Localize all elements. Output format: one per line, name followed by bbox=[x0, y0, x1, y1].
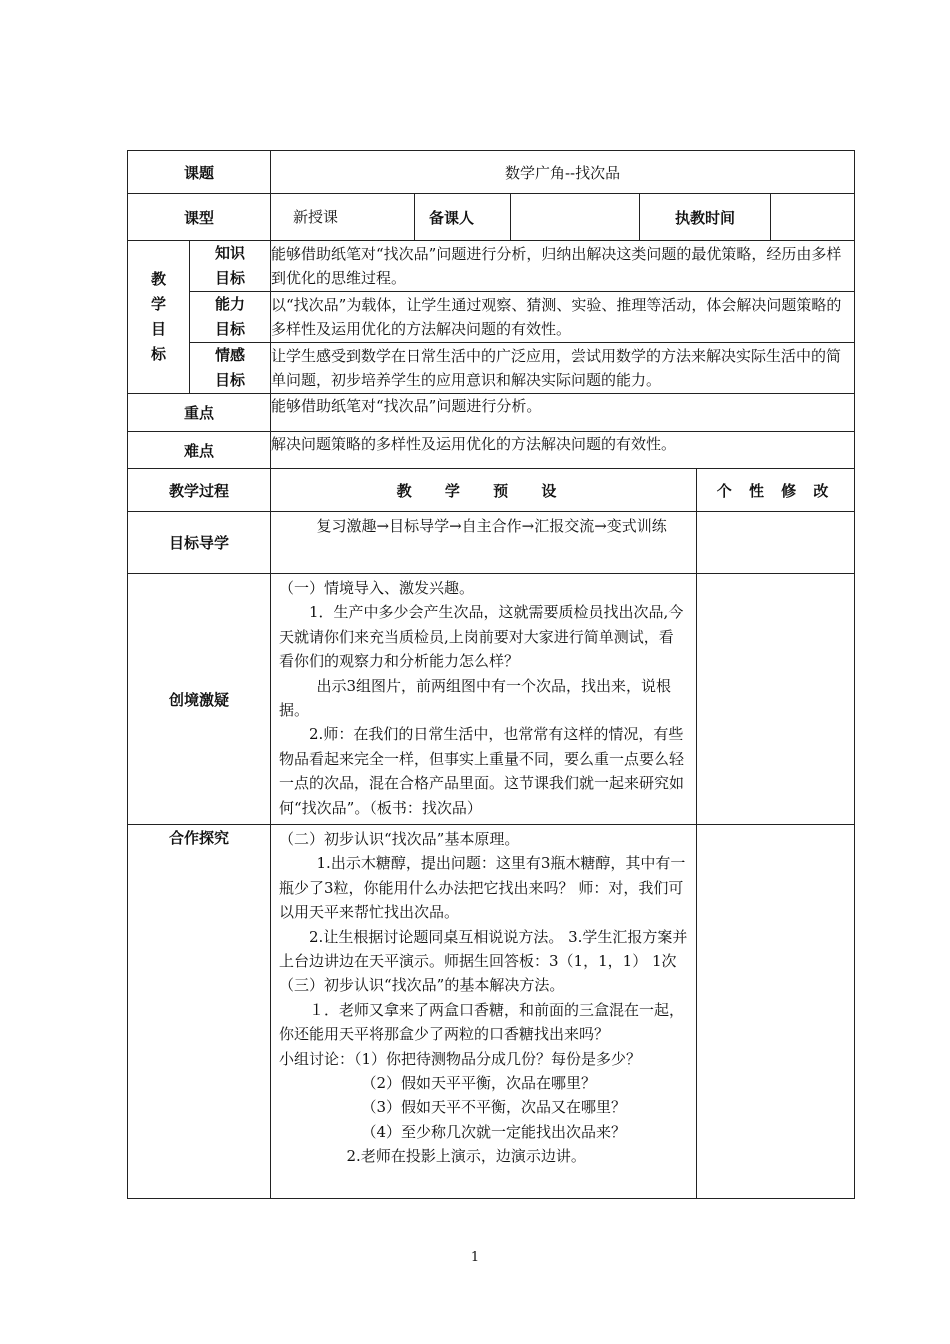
emotion-objective-label: 情感 目标 bbox=[190, 343, 271, 394]
explore-paragraph: 小组讨论：（1）你把待测物品分成几份？每份是多少？ bbox=[279, 1049, 642, 1068]
preparer-label: 备课人 bbox=[415, 194, 511, 241]
title-row bbox=[128, 151, 855, 194]
explore-row bbox=[128, 825, 855, 1199]
difficulty-row bbox=[128, 432, 855, 469]
ability-objective-label: 能力 目标 bbox=[190, 292, 271, 343]
key-point-text: 能够借助纸笔对“找次品”问题进行分析。 bbox=[271, 394, 855, 432]
explore-label: 合作探究 bbox=[128, 825, 271, 1199]
scenario-content bbox=[271, 574, 697, 825]
teaching-time-label: 执教时间 bbox=[640, 194, 771, 241]
teaching-time-value bbox=[771, 194, 855, 241]
process-header-row bbox=[128, 469, 855, 512]
preparer-value bbox=[511, 194, 640, 241]
objective-row-knowledge bbox=[128, 241, 855, 292]
objective-row-emotion bbox=[128, 343, 855, 394]
guide-row bbox=[128, 512, 855, 574]
objective-row-ability bbox=[128, 292, 855, 343]
explore-paragraph: （4）至少称几次就一定能找出次品来？ bbox=[361, 1122, 627, 1141]
scenario-label: 创境激疑 bbox=[128, 574, 271, 825]
scenario-row bbox=[128, 574, 855, 825]
type-value: 新授课 bbox=[271, 194, 415, 241]
explore-paragraph: （3）假如天平不平衡，次品又在哪里？ bbox=[361, 1098, 627, 1117]
explore-paragraph: 1.出示木糖醇，提出问题：这里有3瓶木糖醇，其中有一瓶少了3粒，你能用什么办法把它找出来吗？ 师：对，我们可以用天平来帮忙找出次品。 bbox=[279, 854, 686, 922]
type-label: 课型 bbox=[128, 194, 271, 241]
difficulty-label: 难点 bbox=[128, 432, 271, 469]
ability-objective-text: 以“找次品”为载体，让学生通过观察、猜测、实验、推理等活动，体会解决问题策略的多样性及运用优化的方法解决问题的有效性。 bbox=[271, 292, 855, 343]
guide-text-cell bbox=[271, 512, 697, 574]
scenario-paragraph: （一）情境导入、激发兴趣。 bbox=[279, 579, 475, 597]
scenario-revision-cell bbox=[697, 574, 855, 825]
scenario-paragraph: 2.师：在我们的日常生活中，也常常有这样的情况，有些物品看起来完全一样，但事实上重量不同，要么重一点要么轻一点的次品，混在合格产品里面。这节课我们就一起来研究如何“找次品”。（板书：找次品） bbox=[279, 725, 685, 817]
explore-paragraph: １．老师又拿来了两盒口香糖，和前面的三盒混在一起，你还能用天平将那盒少了两粒的口香糖找出来吗？ bbox=[279, 1000, 685, 1044]
type-row bbox=[128, 194, 855, 241]
key-point-label: 重点 bbox=[128, 394, 271, 432]
emotion-objective-text: 让学生感受到数学在日常生活中的广泛应用，尝试用数学的方法来解决实际生活中的简单问题，初步培养学生的应用意识和解决实际问题的能力。 bbox=[271, 343, 855, 394]
key-point-row bbox=[128, 394, 855, 432]
guide-label: 目标导学 bbox=[128, 512, 271, 574]
explore-paragraph: 2.老师在投影上演示，边演示边讲。 bbox=[346, 1147, 586, 1166]
explore-revision-cell bbox=[697, 825, 855, 1199]
difficulty-text: 解决问题策略的多样性及运用优化的方法解决问题的有效性。 bbox=[271, 432, 855, 469]
knowledge-objective-text: 能够借助纸笔对“找次品”问题进行分析，归纳出解决这类问题的最优策略，经历由多样到优化的思维过程。 bbox=[271, 241, 855, 292]
scenario-paragraph: 1．生产中多少会产生次品，这就需要质检员找出次品,今天就请你们来充当质检员,上岗前要对大家进行简单测试，看看你们的观察力和分析能力怎么样？ bbox=[279, 603, 684, 671]
explore-content bbox=[271, 825, 697, 1199]
explore-paragraph: （三）初步认识“找次品”的基本解决方法。 bbox=[279, 976, 565, 995]
guide-revision-cell bbox=[697, 512, 855, 574]
page-number: 1 bbox=[470, 1250, 480, 1265]
scenario-paragraph: 出示3组图片，前两组图中有一个次品，找出来，说根据。 bbox=[279, 676, 672, 720]
process-label: 教学过程 bbox=[128, 469, 271, 512]
teaching-plan-header: 教 学 预 设 bbox=[271, 469, 697, 512]
personal-revision-header: 个 性 修 改 bbox=[697, 469, 855, 512]
lesson-title: 数学广角--找次品 bbox=[271, 151, 855, 194]
lesson-plan-table bbox=[127, 150, 855, 1199]
title-label: 课题 bbox=[128, 151, 271, 194]
objectives-group-label: 教 学 目 标 bbox=[128, 241, 190, 394]
explore-paragraph: （二）初步认识“找次品”基本原理。 bbox=[279, 830, 520, 848]
knowledge-objective-label: 知识 目标 bbox=[190, 241, 271, 292]
guide-text: 复习激趣→目标导学→自主合作→汇报交流→变式训练 bbox=[316, 517, 667, 535]
explore-paragraph: （2）假如天平平衡，次品在哪里？ bbox=[361, 1074, 597, 1093]
explore-paragraph: 2.让生根据讨论题同桌互相说说方法。 3.学生汇报方案并上台边讲边在天平演示。师据生回答板：3（1，1，1） 1次 bbox=[279, 927, 688, 971]
